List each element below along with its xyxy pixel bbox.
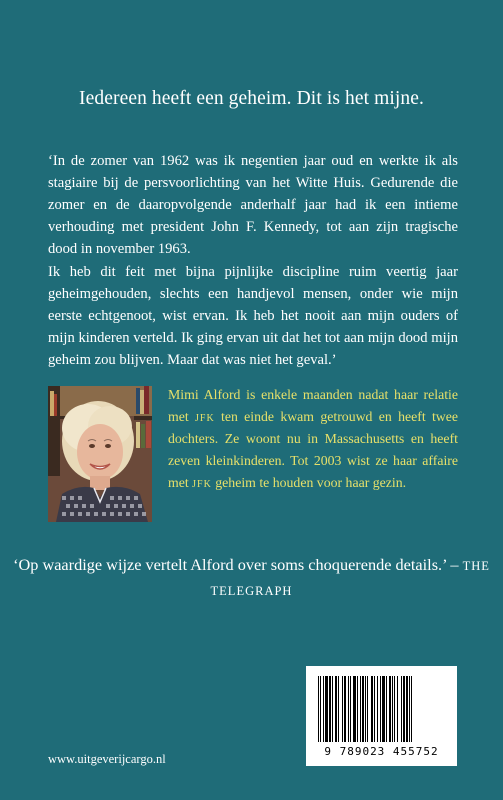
bio-jfk-1: jfk <box>195 409 215 424</box>
barcode-bar <box>362 676 364 742</box>
barcode-bar <box>344 676 346 742</box>
author-bio <box>168 384 458 494</box>
barcode-bar <box>401 676 402 742</box>
barcode-bar <box>318 676 319 742</box>
barcode-bar <box>374 676 375 742</box>
isbn-number: 9 789023 455752 <box>324 745 439 758</box>
barcode-bar <box>353 676 356 742</box>
barcode-bar <box>409 676 410 742</box>
bio-text-3: geheim te houden voor haar gezin. <box>211 475 407 490</box>
barcode-bar <box>335 676 337 742</box>
barcode-bar <box>342 676 343 742</box>
barcode-bar <box>329 676 331 742</box>
barcode-bar <box>389 676 391 742</box>
barcode-bar <box>332 676 333 742</box>
barcode-bar <box>382 676 385 742</box>
barcode-bar <box>392 676 393 742</box>
quote-text: ‘Op waardige wijze vertelt Alford over soms choquerende details.’ – <box>13 555 463 574</box>
barcode-bar <box>367 676 368 742</box>
barcode-bar <box>411 676 412 742</box>
barcode-bar <box>406 676 408 742</box>
bio-text-1: is enkele maanden nadat haar relatie met <box>168 387 458 424</box>
excerpt-paragraph-2: Ik heb dit feit met bijna pijnlijke discipline ruim veertig jaar geheimgehouden, slechts een handjevol mensen, onder wie mijn eerste echtgenoot, wist ervan. Ik heb het nooit aan mijn ouders of mijn kinderen verteld. Ik ging ervan uit dat het tot aan mijn dood mijn geheim zou blijven. Maar dat was niet het geval.’ <box>48 264 458 368</box>
bio-jfk-2: jfk <box>192 475 212 490</box>
author-name: Mimi Alford <box>168 387 241 402</box>
barcode-bars <box>306 666 457 746</box>
barcode-bar <box>365 676 366 742</box>
author-photo <box>48 386 152 522</box>
barcode-bar <box>397 676 398 742</box>
bio-text-2: ten einde kwam getrouwd en heeft twee dochters. Ze woont nu in Massachusetts en heeft zeven kleinkinderen. Tot 2003 wist ze haar affaire met <box>168 409 458 490</box>
excerpt-paragraph-1: ‘In de zomer van 1962 was ik negentien jaar oud en werkte ik als stagiaire bij de persvoorlichting van het Witte Huis. Gedurende die zomer en de daaropvolgende anderhalf jaar had ik een intieme verhouding met president John F. Kennedy, tot aan zijn tragische dood in november 1963. <box>48 153 458 257</box>
barcode-bar <box>377 676 378 742</box>
barcode-bar <box>348 676 349 742</box>
barcode <box>306 666 457 766</box>
barcode-bar <box>350 676 351 742</box>
barcode-bar <box>320 676 321 742</box>
barcode-bar <box>360 676 361 742</box>
press-quote <box>0 553 503 603</box>
barcode-bar <box>380 676 381 742</box>
tagline: Iedereen heeft een geheim. Dit is het mijne. <box>79 88 424 109</box>
barcode-bar <box>357 676 358 742</box>
barcode-bar <box>338 676 339 742</box>
quote-source: THE TELEGRAPH <box>210 559 490 598</box>
barcode-bar <box>325 676 328 742</box>
barcode-bar <box>371 676 373 742</box>
barcode-bar <box>403 676 405 742</box>
barcode-bar <box>394 676 395 742</box>
barcode-bar <box>386 676 387 742</box>
barcode-bar <box>323 676 324 742</box>
publisher-website[interactable]: www.uitgeverijcargo.nl <box>48 752 166 766</box>
